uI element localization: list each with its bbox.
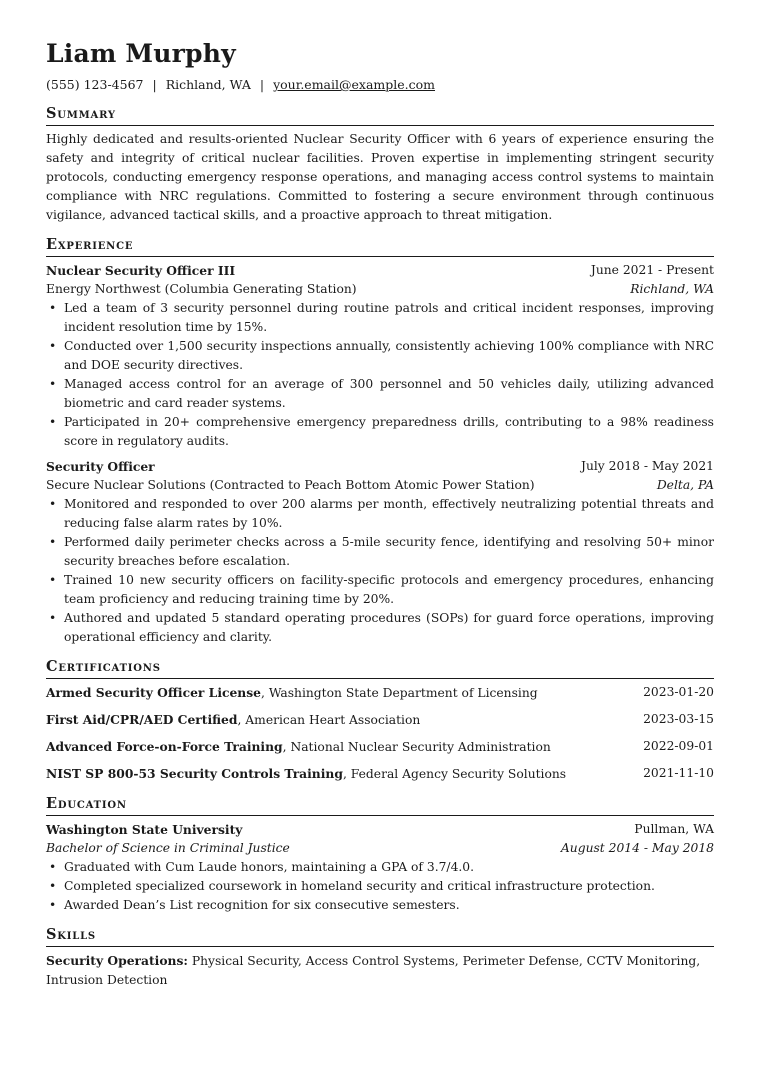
- job-bullet: • Conducted over 1,500 security inspections annually, consistently achieving 100% compliance with NRC and DOE security directives.: [64, 337, 714, 375]
- certification-item: [46, 710, 714, 730]
- job-dates: July 2018 - May 2021: [581, 459, 714, 473]
- certifications-section: [46, 657, 714, 784]
- summary-section: [46, 104, 714, 225]
- contact-phone: (555) 123-4567: [46, 77, 144, 92]
- job-bullet: • Managed access control for an average of 300 personnel and 50 vehicles daily, utilizing advanced biometric and card reader systems.: [64, 375, 714, 413]
- section-title-education: Education: [46, 794, 714, 816]
- certification-date: 2023-03-15: [643, 712, 714, 726]
- job-company: Secure Nuclear Solutions (Contracted to Peach Bottom Atomic Power Station): [46, 478, 535, 492]
- job-bullet: • Authored and updated 5 standard operating procedures (SOPs) for guard force operations, improving operational efficiency and clarity.: [64, 609, 714, 647]
- job-dates: June 2021 - Present: [590, 263, 714, 277]
- certification-issuer: , American Heart Association: [237, 713, 421, 727]
- contact-email-link[interactable]: your.email@example.com: [273, 77, 436, 92]
- education-location: Pullman, WA: [634, 822, 714, 836]
- contact-location: Richland, WA: [165, 77, 251, 92]
- section-title-certifications: Certifications: [46, 657, 714, 679]
- job-bullets: [46, 299, 714, 451]
- education-section: [46, 794, 714, 915]
- job-company: Energy Northwest (Columbia Generating Station): [46, 282, 357, 296]
- job-location: Delta, PA: [656, 478, 714, 492]
- education-school: Washington State University: [46, 822, 243, 837]
- job-bullet: • Monitored and responded to over 200 alarms per month, effectively neutralizing potential threats and reducing false alarm rates by 10%.: [64, 495, 714, 533]
- certification-name: First Aid/CPR/AED Certified: [46, 712, 238, 727]
- certification-issuer: , Washington State Department of Licensing: [261, 686, 538, 700]
- certification-name: Armed Security Officer License: [46, 685, 261, 700]
- resume-page: [46, 38, 714, 990]
- section-title-summary: Summary: [46, 104, 714, 126]
- certification-name: NIST SP 800-53 Security Controls Training: [46, 766, 343, 781]
- contact-separator: |: [152, 77, 157, 92]
- certification-issuer: , Federal Agency Security Solutions: [342, 767, 567, 781]
- certification-item: [46, 737, 714, 757]
- job-role: Nuclear Security Officer III: [46, 263, 236, 278]
- experience-section: [46, 235, 714, 647]
- contact-line: [46, 76, 714, 94]
- certification-date: 2021-11-10: [643, 766, 714, 780]
- education-degree: Bachelor of Science in Criminal Justice: [46, 841, 290, 855]
- certification-item: [46, 764, 714, 784]
- section-title-experience: Experience: [46, 235, 714, 257]
- summary-text: Highly dedicated and results-oriented Nuclear Security Officer with 6 years of experience ensuring the safety and integrity of critical nuclear facilities. Proven expertise in implementing stringent security protocols, conducting emergency response operations, and managing access control systems to maintain compliance with NRC regulations. Committed to fostering a secure environment through continuous vigilance, advanced tactical skills, and a proactive approach to threat mitigation.: [46, 132, 714, 222]
- job-bullets: [46, 495, 714, 647]
- skills-section: [46, 925, 714, 990]
- job-entry: [46, 457, 714, 647]
- education-dates: August 2014 - May 2018: [560, 841, 714, 855]
- job-bullet: • Trained 10 new security officers on facility-specific protocols and emergency procedures, enhancing team proficiency and reducing training time by 20%.: [64, 571, 714, 609]
- job-bullet: • Led a team of 3 security personnel during routine patrols and critical incident responses, improving incident resolution time by 15%.: [64, 299, 714, 337]
- certification-date: 2022-09-01: [643, 739, 714, 753]
- certification-item: [46, 683, 714, 703]
- contact-separator: |: [259, 77, 265, 92]
- certification-date: 2023-01-20: [643, 685, 714, 699]
- education-bullet: • Awarded Dean’s List recognition for six consecutive semesters.: [64, 896, 714, 915]
- skills-line: [46, 951, 714, 990]
- candidate-name: Liam Murphy: [46, 39, 236, 68]
- skills-category: Security Operations:: [46, 953, 188, 968]
- skills-list: Physical Security, Access Control Systems, Perimeter Defense, CCTV Monitoring, Intrusion Detection: [46, 954, 701, 987]
- job-bullet: • Performed daily perimeter checks across a 5-mile security fence, identifying and resolving 50+ minor security breaches before escalation.: [64, 533, 714, 571]
- certification-name: Advanced Force-on-Force Training: [46, 739, 283, 754]
- job-role: Security Officer: [46, 459, 155, 474]
- education-bullet: • Graduated with Cum Laude honors, maintaining a GPA of 3.7/4.0.: [64, 858, 714, 877]
- section-title-skills: Skills: [46, 925, 714, 947]
- education-bullet: • Completed specialized coursework in homeland security and critical infrastructure protection.: [64, 877, 714, 896]
- job-entry: [46, 261, 714, 451]
- job-bullet: • Participated in 20+ comprehensive emergency preparedness drills, contributing to a 98% readiness score in regulatory audits.: [64, 413, 714, 451]
- education-bullets: [46, 858, 714, 915]
- certification-issuer: , National Nuclear Security Administration: [282, 740, 551, 754]
- job-location: Richland, WA: [630, 282, 714, 296]
